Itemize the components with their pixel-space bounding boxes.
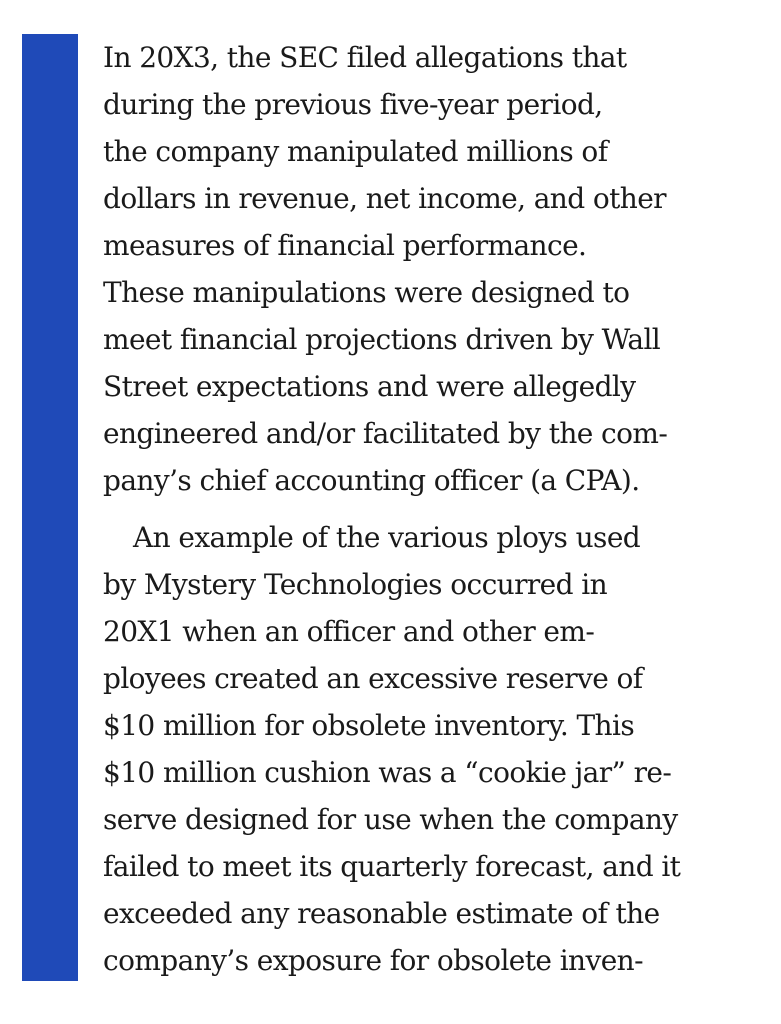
text-line: dollars in revenue, net income, and other bbox=[103, 182, 666, 215]
text-line: engineered and/or facilitated by the com- bbox=[103, 417, 668, 450]
text-line: Street expectations and were allegedly bbox=[103, 370, 636, 403]
text-line: measures of financial performance. bbox=[103, 229, 587, 262]
text-line: serve designed for use when the company bbox=[103, 803, 678, 836]
text-line: ployees created an excessive reserve of bbox=[103, 662, 643, 695]
text-line: 20X1 when an officer and other em- bbox=[103, 615, 595, 648]
text-line: the company manipulated millions of bbox=[103, 135, 608, 168]
text-line: by Mystery Technologies occurred in bbox=[103, 568, 608, 601]
text-line: $10 million for obsolete inventory. This bbox=[103, 709, 635, 742]
text-line: company’s exposure for obsolete inven- bbox=[103, 944, 643, 977]
paragraph-2 bbox=[103, 514, 763, 984]
text-line: exceeded any reasonable estimate of the bbox=[103, 897, 660, 930]
text-line: An example of the various ploys used bbox=[133, 521, 641, 554]
text-line: In 20X3, the SEC filed allegations that bbox=[103, 41, 627, 74]
text-line: during the previous five-year period, bbox=[103, 88, 603, 121]
text-line: pany’s chief accounting officer (a CPA). bbox=[103, 464, 640, 497]
text-line: $10 million cushion was a “cookie jar” re- bbox=[103, 756, 672, 789]
text-line: meet financial projections driven by Wall bbox=[103, 323, 661, 356]
paragraph-1 bbox=[103, 34, 763, 504]
text-line: These manipulations were designed to bbox=[103, 276, 630, 309]
body-text bbox=[103, 34, 763, 984]
text-line: failed to meet its quarterly forecast, and it bbox=[103, 850, 681, 883]
accent-bar bbox=[22, 34, 78, 981]
